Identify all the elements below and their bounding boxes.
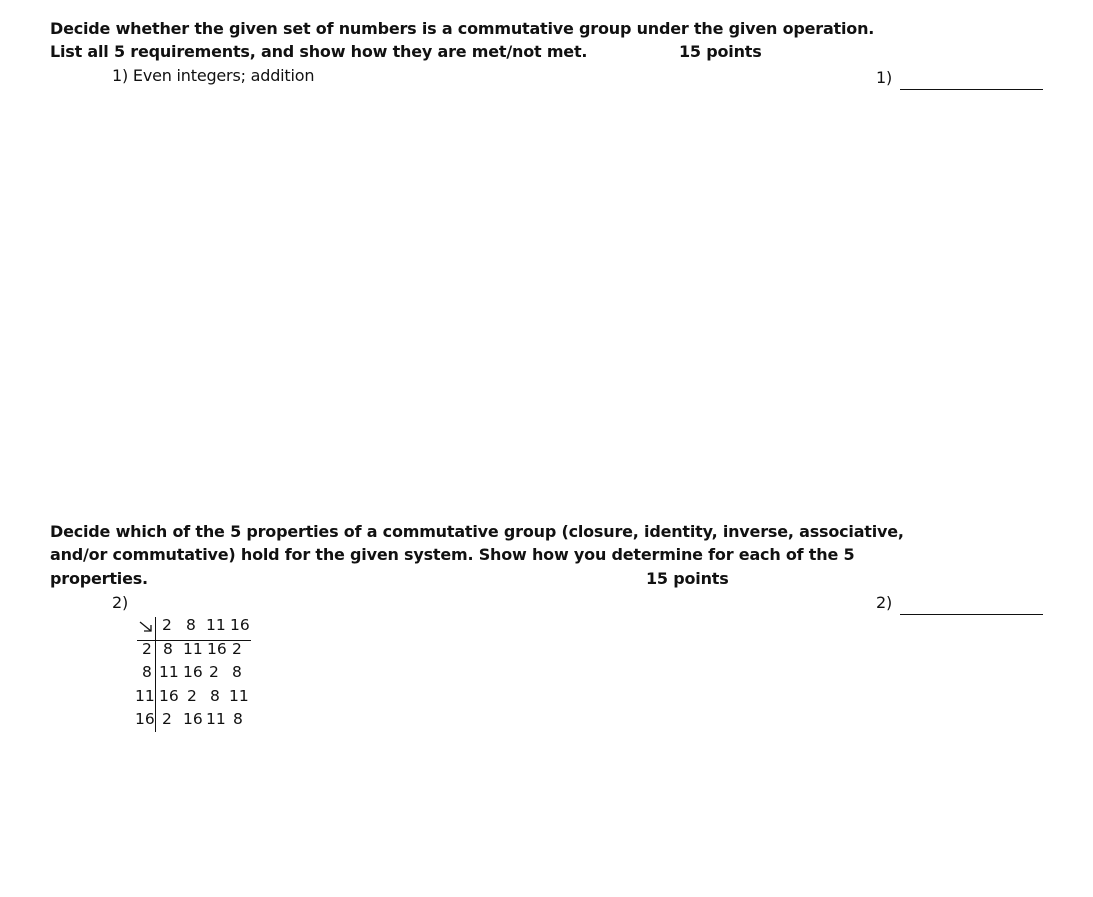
table-row-label: 8 <box>142 663 152 681</box>
table-cell: 16 <box>183 663 203 681</box>
problem1-answer-label: 1) <box>876 68 893 87</box>
table-cell: 11 <box>159 663 179 681</box>
table-cell: 16 <box>183 710 203 728</box>
problem2-instruction-line2: and/or commutative) hold for the given system. Show how you determine for each of the 5 <box>50 545 855 564</box>
table-row-label: 16 <box>135 710 155 728</box>
problem1-question: 1) Even integers; addition <box>112 66 315 85</box>
problem2-answer-label: 2) <box>876 593 893 612</box>
table-cell: 8 <box>232 663 242 681</box>
table-cell: 2 <box>162 710 172 728</box>
table-header-cell: 2 <box>162 616 172 634</box>
table-cell: 8 <box>233 710 243 728</box>
problem2-answer-line[interactable] <box>900 614 1043 615</box>
table-cell: 16 <box>159 687 179 705</box>
table-header-cell: 16 <box>230 616 250 634</box>
table-cell: 11 <box>229 687 249 705</box>
problem2-instruction-line1: Decide which of the 5 properties of a commutative group (closure, identity, inverse, associative, <box>50 522 904 541</box>
table-cell: 8 <box>163 640 173 658</box>
problem2-question-number: 2) <box>112 593 129 612</box>
problem2-points: 15 points <box>646 569 729 588</box>
problem1-instruction-line1: Decide whether the given set of numbers is a commutative group under the given operation. <box>50 19 875 38</box>
table-cell: 2 <box>209 663 219 681</box>
table-cell: 11 <box>206 710 226 728</box>
problem1-instruction-line2: List all 5 requirements, and show how they are met/not met. <box>50 42 588 61</box>
diagonal-arrow-icon <box>139 621 153 633</box>
problem1-answer-line[interactable] <box>900 89 1043 90</box>
table-cell: 2 <box>187 687 197 705</box>
table-vertical-rule <box>155 617 156 732</box>
table-cell: 2 <box>232 640 242 658</box>
operation-table <box>133 615 255 735</box>
table-cell: 16 <box>207 640 227 658</box>
table-cell: 11 <box>183 640 203 658</box>
table-cell: 8 <box>210 687 220 705</box>
problem1-points: 15 points <box>679 42 762 61</box>
table-row-label: 2 <box>142 640 152 658</box>
problem2-instruction-line3: properties. <box>50 569 148 588</box>
table-header-cell: 11 <box>206 616 226 634</box>
table-header-cell: 8 <box>186 616 196 634</box>
table-row-label: 11 <box>135 687 155 705</box>
